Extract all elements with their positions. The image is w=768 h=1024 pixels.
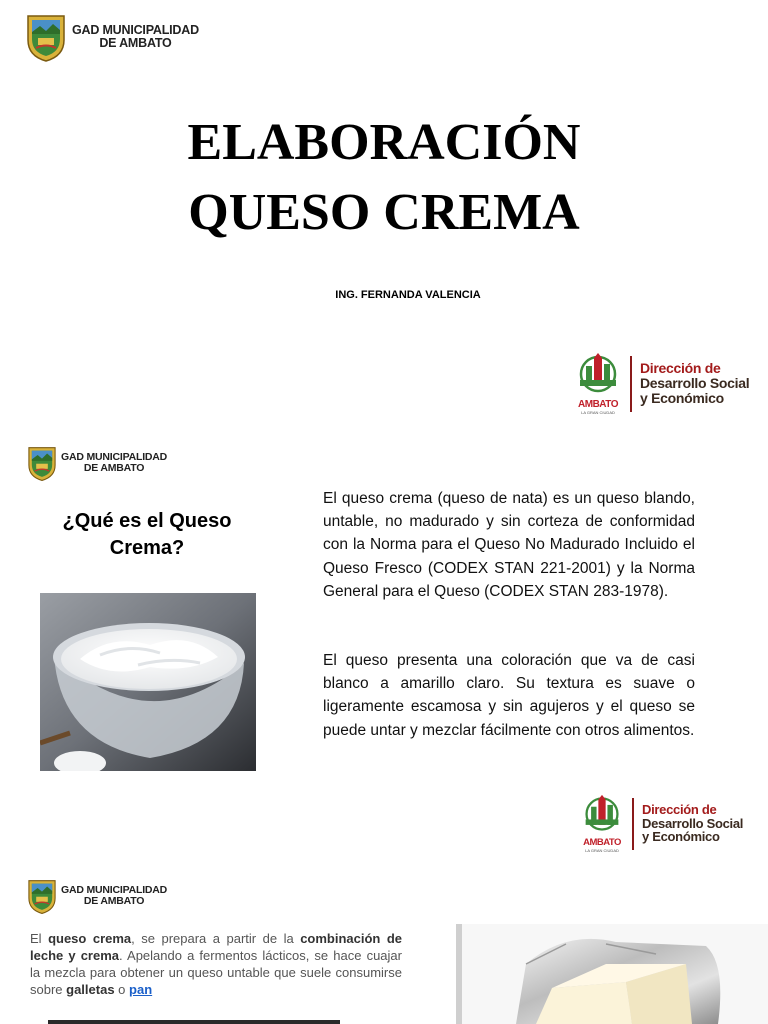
direccion-line2: Desarrollo Social [642, 815, 744, 831]
ambato-city-skyline-icon [572, 352, 624, 396]
logo-divider [632, 798, 634, 850]
ambato-coat-of-arms-icon [26, 444, 58, 482]
title-line2: QUESO CREMA [188, 184, 580, 241]
ambato-city-skyline-icon [578, 794, 626, 834]
title-line1: ELABORACIÓN [187, 114, 581, 171]
definition-paragraph: El queso crema (queso de nata) es un queso blando, untable, no madurado y sin corteza de conformidad con la Norma para el Queso No Madurado Incluido el Queso Fresco (CODEX STAN 221-2001) y la Norma General para el Queso (CODEX STAN 283-1978). [323, 490, 695, 600]
ambato-tagline: LA GRAN CIUDAD [585, 848, 619, 853]
page-title [0, 108, 768, 248]
direccion-desarrollo-logo [572, 352, 749, 415]
pan-link[interactable]: pan [129, 982, 153, 997]
slide-preparation [0, 858, 768, 1024]
heading-line1: ¿Qué es el Queso [62, 510, 232, 532]
ambato-coat-of-arms-icon [24, 12, 68, 62]
slide-title [0, 0, 768, 420]
term-queso-crema: queso crema [48, 931, 132, 946]
direccion-line1: Dirección de [642, 801, 717, 817]
direccion-line1: Dirección de [640, 360, 721, 377]
slide-what-is [0, 420, 768, 858]
ambato-coat-of-arms-icon [26, 877, 58, 915]
gad-logo-line2: DE AMBATO [83, 895, 145, 907]
direccion-line2: Desarrollo Social [640, 375, 750, 392]
ambato-wordmark: AMBATO [583, 837, 621, 848]
section-heading [40, 508, 254, 562]
heading-line2: Crema? [109, 537, 185, 559]
term-galletas: galletas [66, 982, 115, 997]
gad-logo-line1: GAD MUNICIPALIDAD [72, 22, 199, 37]
bottom-image-edge [48, 1020, 340, 1024]
ambato-tagline: LA GRAN CIUDAD [581, 410, 615, 415]
term-combinacion: combinación de leche y crema [30, 931, 403, 963]
gad-logo-line1: GAD MUNICIPALIDAD [61, 450, 168, 463]
description-paragraph: El queso presenta una coloración que va de casi blanco a amarillo claro. Su textura es suave o ligeramente escamosa y sin agujeros y el queso se puede untar y mezclar fácilmente con otros alimentos. [323, 652, 695, 739]
gad-municipalidad-logo [26, 877, 167, 915]
logo-divider [630, 356, 632, 412]
author-name: ING. FERNANDA VALENCIA [335, 289, 481, 301]
direccion-desarrollo-logo [578, 794, 743, 853]
direccion-line3: y Económico [642, 829, 720, 845]
cream-cheese-block-image [456, 924, 768, 1024]
direccion-line3: y Económico [640, 389, 724, 406]
gad-municipalidad-logo [24, 12, 199, 62]
gad-municipalidad-logo [26, 444, 167, 482]
cream-cheese-bowl-image [40, 593, 256, 771]
gad-logo-line2: DE AMBATO [83, 462, 145, 474]
ambato-wordmark: AMBATO [578, 399, 618, 410]
gad-logo-line1: GAD MUNICIPALIDAD [61, 883, 168, 896]
gad-logo-line2: DE AMBATO [99, 36, 172, 50]
preparation-paragraph: El queso crema, se prepara a partir de la combinación de leche y crema. Apelando a fermentos lácticos, se hace cuajar la mezcla para obtener un queso untable que suele consumirse sobre galletas o pan [30, 931, 403, 997]
